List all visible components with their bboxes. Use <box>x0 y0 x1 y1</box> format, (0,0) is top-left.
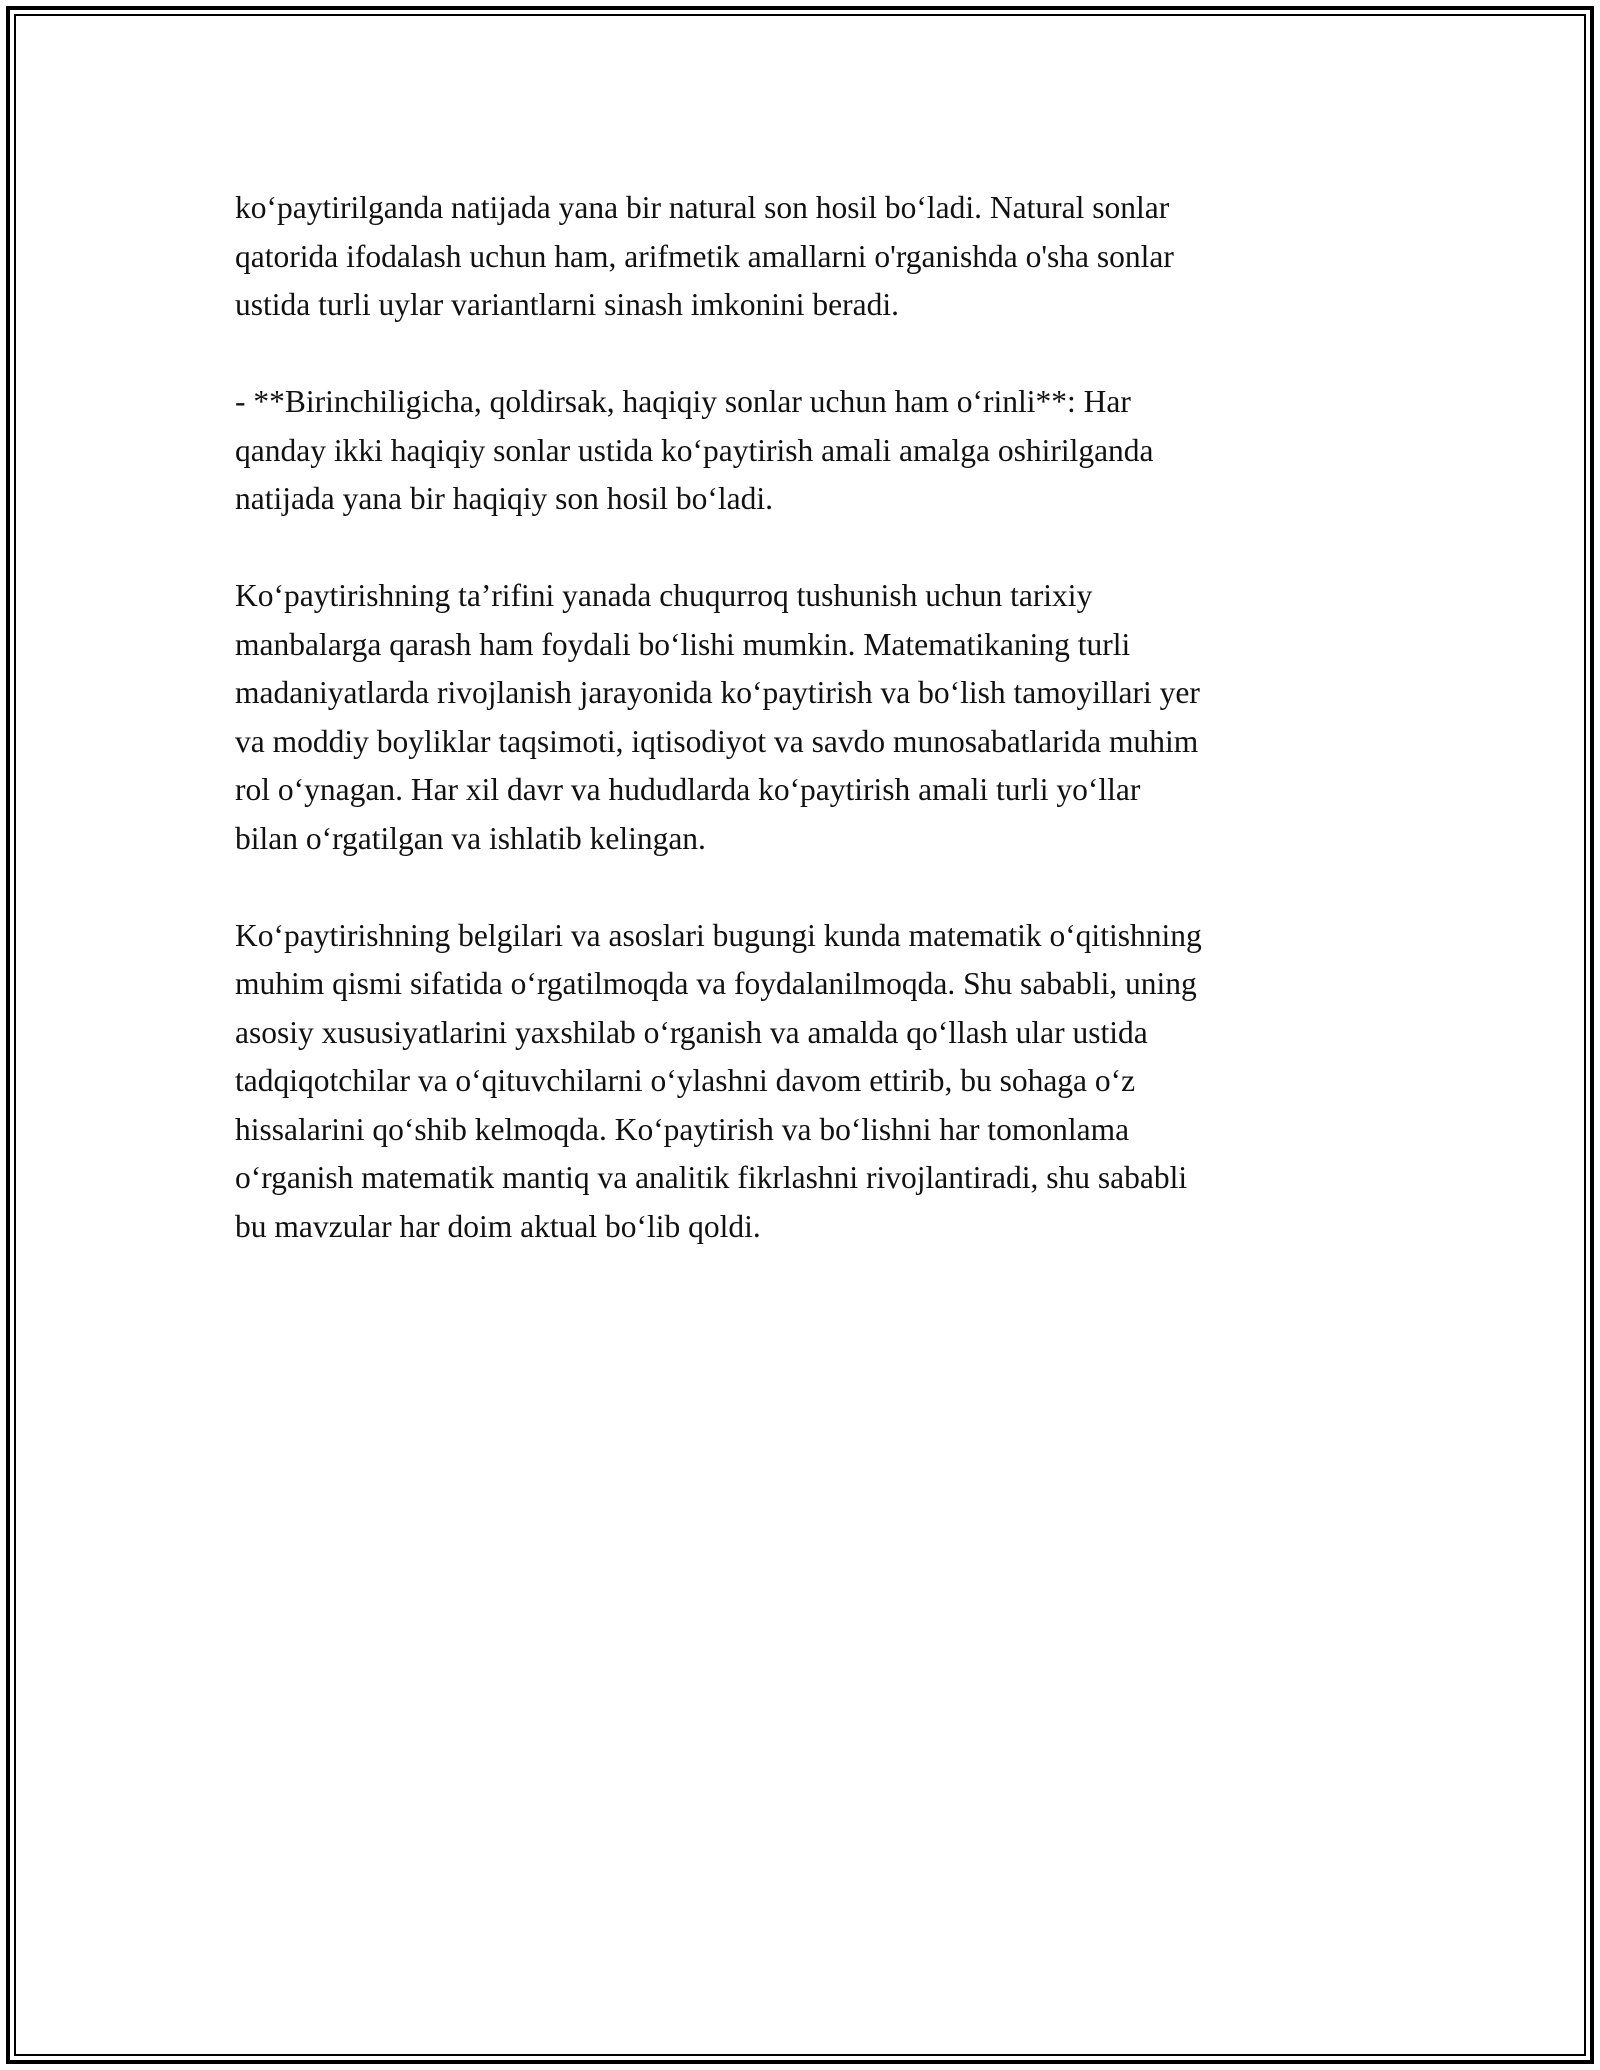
paragraph-2 <box>235 378 1365 524</box>
text-line: hissalarini qo‘shib kelmoqda. Ko‘paytirish va bo‘lishni har tomonlama <box>235 1111 1130 1147</box>
text-line: ustida turli uylar variantlarni sinash imkonini beradi. <box>235 287 899 322</box>
text-line: o‘rganish matematik mantiq va analitik fikrlashni rivojlantiradi, shu sababli <box>235 1160 1188 1195</box>
text-line: madaniyatlarda rivojlanish jarayonida ko‘paytirish va bo‘lish tamoyillari yer <box>235 675 1200 710</box>
text-line: natijada yana bir haqiqiy son hosil bo‘ladi. <box>235 481 774 516</box>
text-line: manbalarga qarash ham foydali bo‘lishi mumkin. Matematikaning turli <box>235 626 1131 662</box>
paragraph-1 <box>235 184 1365 330</box>
text-line: qatorida ifodalash uchun ham, arifmetik amallarni o'rganishda o'sha sonlar <box>235 238 1174 274</box>
text-line: bilan o‘rgatilgan va ishlatib kelingan. <box>235 820 706 856</box>
paragraph-3 <box>235 572 1365 863</box>
text-line: Ko‘paytirishning ta’rifini yanada chuqurroq tushunish uchun tarixiy <box>235 578 1093 613</box>
text-line: qanday ikki haqiqiy sonlar ustida ko‘paytirish amali amalga oshirilganda <box>235 432 1154 468</box>
text-line: va moddiy boyliklar taqsimoti, iqtisodiyot va savdo munosabatlarida muhim <box>235 723 1199 759</box>
text-line: asosiy xususiyatlarini yaxshilab o‘rganish va amalda qo‘llash ular ustida <box>235 1014 1148 1050</box>
text-line: rol o‘ynagan. Har xil davr va hududlarda ko‘paytirish amali turli yo‘llar <box>235 772 1141 807</box>
text-line: Ko‘paytirishning belgilari va asoslari bugungi kunda matematik o‘qitishning <box>235 917 1202 953</box>
text-line: tadqiqotchilar va o‘qituvchilarni o‘ylashni davom ettirib, bu sohaga o‘z <box>235 1063 1136 1098</box>
text-line: - **Birinchiligicha, qoldirsak, haqiqiy sonlar uchun ham o‘rinli**: Har <box>235 384 1131 419</box>
text-line: muhim qismi sifatida o‘rgatilmoqda va foydalanilmoqda. Shu sababli, uning <box>235 966 1197 1001</box>
text-line: bu mavzular har doim aktual bo‘lib qoldi. <box>235 1208 761 1244</box>
document-body <box>235 184 1365 1300</box>
paragraph-4 <box>235 912 1365 1252</box>
text-line: ko‘paytirilganda natijada yana bir natural son hosil bo‘ladi. Natural sonlar <box>235 190 1170 225</box>
